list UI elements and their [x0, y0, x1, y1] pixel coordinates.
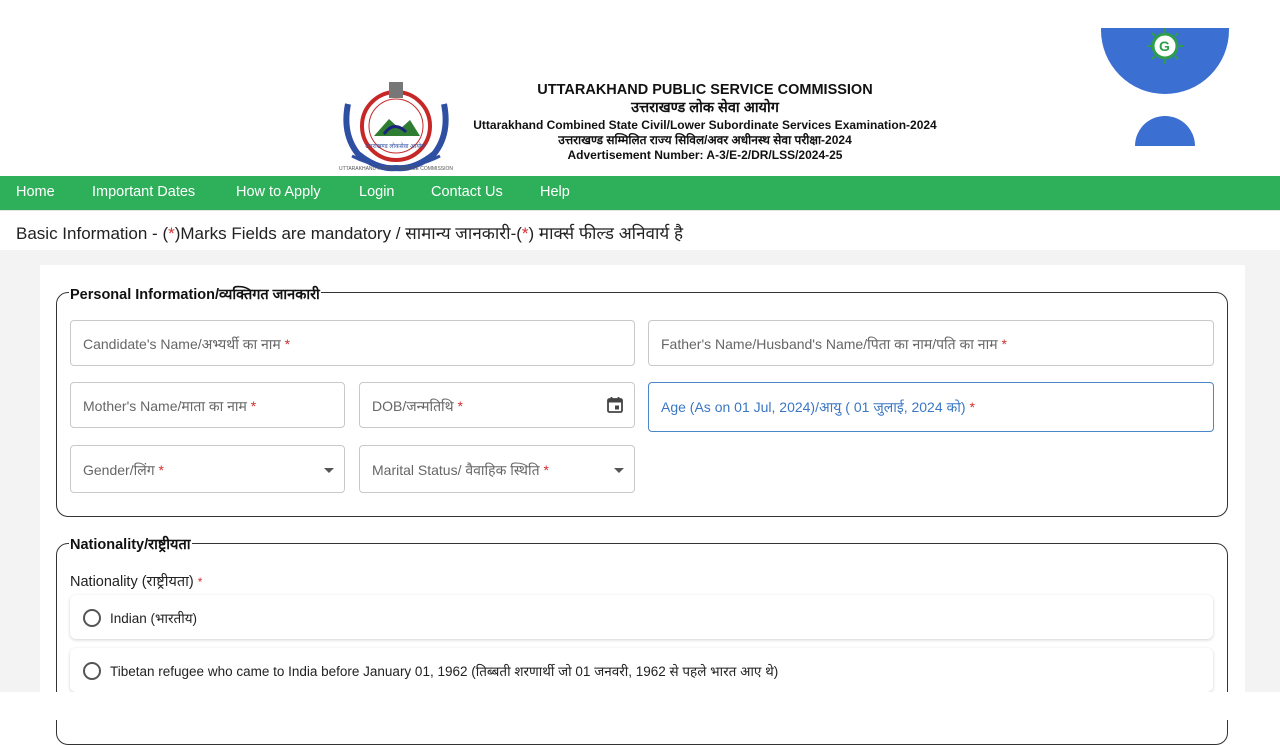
- main-nav: [0, 176, 1280, 210]
- page-title: [16, 221, 683, 244]
- chevron-down-icon: [324, 468, 334, 473]
- age-label: Age (As on 01 Jul, 2024)/आयु ( 01 जुलाई, 2024 को) *: [661, 399, 975, 415]
- radio-button[interactable]: [83, 609, 101, 627]
- father-name-field[interactable]: [648, 320, 1214, 366]
- exam-name-hindi: उत्तराखण्ड सम्मिलित राज्य सिविल/अवर अधीनस्थ सेवा परीक्षा-2024: [558, 133, 852, 147]
- radio-button[interactable]: [83, 662, 101, 680]
- nationality-option-tibetan[interactable]: [70, 648, 1213, 692]
- org-name-hindi: उत्तराखण्ड लोक सेवा आयोग: [631, 99, 779, 116]
- nav-login[interactable]: Login: [359, 184, 395, 200]
- nav-home[interactable]: Home: [16, 184, 55, 200]
- marital-status-label: Marital Status/ वैवाहिक स्थिति *: [372, 462, 549, 478]
- nationality-legend: Nationality/राष्ट्रीयता: [69, 534, 192, 554]
- father-name-label: Father's Name/Husband's Name/पिता का नाम/पति का नाम *: [661, 336, 1007, 352]
- option-label: Tibetan refugee who came to India before January 01, 1962 (तिब्बती शरणार्थी जो 01 जनवरी, 1962 से पहले भारत आए थे): [110, 664, 779, 679]
- personal-info-legend: Personal Information/व्यक्तिगत जानकारी: [69, 284, 321, 304]
- nav-how-to-apply[interactable]: How to Apply: [236, 184, 321, 200]
- dob-label: DOB/जन्मतिथि *: [372, 398, 463, 414]
- marital-status-select[interactable]: [359, 445, 635, 493]
- page-title-bar: [0, 210, 1280, 251]
- candidate-name-label: Candidate's Name/अभ्यर्थी का नाम *: [83, 336, 291, 352]
- nationality-option-indian[interactable]: [70, 595, 1213, 639]
- page-title-part-b: )Marks Fields are mandatory / सामान्य जानकारी-(: [174, 224, 522, 243]
- emblem-caption: UTTARAKHAND PUBLIC SERVICE COMMISSION: [339, 166, 453, 172]
- age-field[interactable]: [648, 382, 1214, 432]
- required-star: *: [168, 224, 175, 243]
- gender-label: Gender/लिंग *: [83, 462, 164, 478]
- brand-g-logo: [1100, 28, 1230, 148]
- org-name-english: UTTARAKHAND PUBLIC SERVICE COMMISSION: [537, 82, 873, 98]
- gender-select[interactable]: [70, 445, 345, 493]
- mother-name-label: Mother's Name/माता का नाम *: [83, 398, 257, 414]
- option-label: Indian (भारतीय): [110, 611, 198, 626]
- svg-text:G: G: [1159, 38, 1170, 54]
- nav-help[interactable]: Help: [540, 184, 570, 200]
- emblem-ribbon-text: उत्तराखण्ड लोकसेवा आयोग: [365, 144, 425, 150]
- dob-field[interactable]: [359, 382, 635, 428]
- required-star: *: [521, 224, 529, 243]
- nav-important-dates[interactable]: Important Dates: [92, 184, 196, 200]
- nationality-question: Nationality (राष्ट्रीयता) *: [70, 574, 203, 590]
- page-title-part-c: ) मार्क्स फील्ड अनिवार्य है: [528, 224, 683, 243]
- page-title-part-a: Basic Information - (: [16, 224, 169, 243]
- advertisement-number: Advertisement Number: A-3/E-2/DR/LSS/2024-25: [567, 148, 843, 162]
- chevron-down-icon: [614, 468, 624, 473]
- nav-contact-us[interactable]: Contact Us: [431, 184, 503, 200]
- exam-name-english: Uttarakhand Combined State Civil/Lower Subordinate Services Examination-2024: [473, 118, 937, 132]
- header-text-block: [440, 80, 970, 161]
- site-header: [0, 0, 1280, 176]
- calendar-icon[interactable]: [606, 396, 624, 414]
- candidate-name-field[interactable]: [70, 320, 635, 366]
- mother-name-field[interactable]: [70, 382, 345, 428]
- bottom-strip: [0, 692, 1280, 720]
